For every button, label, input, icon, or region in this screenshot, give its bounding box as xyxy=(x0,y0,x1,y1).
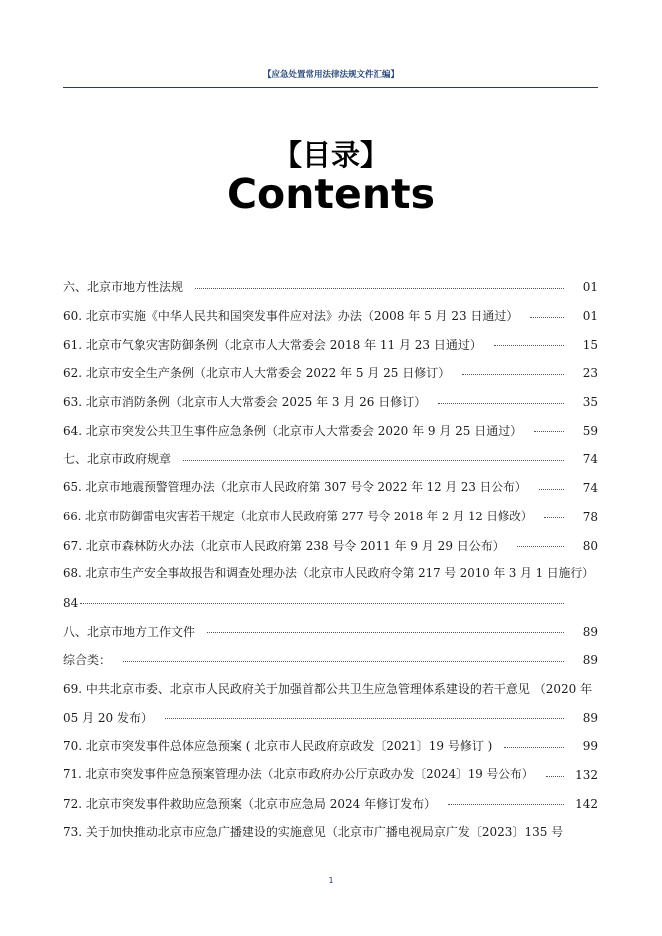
table-of-contents xyxy=(63,273,598,847)
toc-entry-page: 99 xyxy=(582,739,598,754)
toc-entry-text: 72. 北京市突发事件救助应急预案（北京市应急局 2024 年修订发布） xyxy=(63,796,437,811)
running-header: 【应急处置常用法律法规文件汇编】 xyxy=(262,70,399,80)
toc-entry-text: 七、北京市政府规章 xyxy=(63,452,172,467)
toc-entry-page: 89 xyxy=(582,653,598,668)
toc-entry-text: 68. 北京市生产安全事故报告和调查处理办法（北京市人民政府令第 217 号 2010 年 3 月 1 日施行） xyxy=(63,566,594,581)
toc-entry-text: 63. 北京市消防条例（北京市人大常委会 2025 年 3 月 26 日修订） xyxy=(63,395,427,410)
dot-leader xyxy=(183,460,564,461)
dot-leader xyxy=(462,374,564,375)
toc-entry-page: 35 xyxy=(582,395,598,410)
dot-leader xyxy=(494,345,564,346)
toc-entry-text: 60. 北京市实施《中华人民共和国突发事件应对法》办法（2008 年 5 月 23 日通过） xyxy=(63,309,519,324)
toc-entry[interactable] xyxy=(63,302,598,331)
toc-entry[interactable] xyxy=(63,330,598,359)
dot-leader xyxy=(504,747,564,748)
dot-leader xyxy=(207,632,564,633)
toc-entry[interactable] xyxy=(63,531,598,560)
toc-entry-text: 71. 北京市突发事件应急预案管理办法（北京市政府办公厅京政办发〔2024〕19 号公布） xyxy=(63,767,534,782)
contents-title-chinese: 【目录】 xyxy=(272,138,389,172)
dot-leader xyxy=(80,603,564,604)
toc-entry-text: 八、北京市地方工作文件 xyxy=(63,624,196,639)
toc-entry[interactable] xyxy=(63,388,598,417)
dot-leader xyxy=(534,431,564,432)
toc-entry-page: 01 xyxy=(582,309,598,324)
toc-entry-text: 61. 北京市气象灾害防御条例（北京市人大常委会 2018 年 11 月 23 日通过） xyxy=(63,337,482,352)
toc-entry-text: 70. 北京市突发事件总体应急预案 ( 北京市人民政府京政发〔2021〕19 号修订 ) xyxy=(63,739,493,754)
toc-entry[interactable] xyxy=(63,789,598,818)
toc-entry-text: 67. 北京市森林防火办法（北京市人民政府第 238 号令 2011 年 9 月 29 日公布） xyxy=(63,538,505,553)
toc-entry[interactable] xyxy=(63,646,598,675)
toc-entry-text: 66. 北京市防御雷电灾害若干规定（北京市人民政府第 277 号令 2018 年 2 月 12 日修改） xyxy=(63,509,533,524)
toc-entry-page: 74 xyxy=(582,481,598,496)
toc-entry-page: 80 xyxy=(582,538,598,553)
toc-entry[interactable] xyxy=(63,818,598,847)
header-divider xyxy=(63,87,598,88)
toc-entry[interactable] xyxy=(63,675,598,704)
toc-entry[interactable] xyxy=(63,617,598,646)
toc-entry[interactable] xyxy=(63,560,598,589)
dot-leader xyxy=(546,776,564,777)
toc-entry-page: 132 xyxy=(575,768,598,783)
toc-entry[interactable] xyxy=(63,359,598,388)
toc-entry[interactable] xyxy=(63,761,598,790)
toc-entry-text: 05 月 20 发布） xyxy=(63,710,153,725)
toc-entry[interactable] xyxy=(63,416,598,445)
dot-leader xyxy=(165,718,564,719)
toc-entry-page: 89 xyxy=(582,710,598,725)
toc-entry-page: 15 xyxy=(582,337,598,352)
toc-entry-text: 73. 关于加快推动北京市应急广播建设的实施意见（北京市广播电视局京广发〔2023〕135 号 xyxy=(63,825,564,840)
contents-title-english: Contents xyxy=(226,170,436,218)
dot-leader xyxy=(539,489,564,490)
toc-entry[interactable] xyxy=(63,503,598,532)
toc-entry-continuation[interactable] xyxy=(63,703,598,732)
toc-entry-continuation[interactable] xyxy=(63,589,598,618)
toc-entry[interactable] xyxy=(63,445,598,474)
page-number: 1 xyxy=(328,876,334,885)
toc-entry-page: 78 xyxy=(582,509,598,524)
toc-entry-text: 62. 北京市安全生产条例（北京市人大常委会 2022 年 5 月 25 日修订） xyxy=(63,366,451,381)
toc-entry-page: 01 xyxy=(582,280,598,295)
dot-leader xyxy=(517,546,564,547)
toc-entry-page: 89 xyxy=(582,624,598,639)
toc-entry-text: 69. 中共北京市委、北京市人民政府关于加强首都公共卫生应急管理体系建设的若干意见 （2020 年 xyxy=(63,681,593,696)
toc-entry-page: 74 xyxy=(582,452,598,467)
toc-entry-text: 64. 北京市突发公共卫生事件应急条例（北京市人大常委会 2020 年 9 月 25 日通过） xyxy=(63,423,523,438)
toc-entry-text: 六、北京市地方性法规 xyxy=(63,280,184,295)
toc-entry-page: 23 xyxy=(582,366,598,381)
dot-leader xyxy=(438,403,564,404)
toc-entry[interactable] xyxy=(63,732,598,761)
dot-leader xyxy=(123,661,564,662)
dot-leader xyxy=(544,517,564,518)
toc-entry-page: 59 xyxy=(582,423,598,438)
dot-leader xyxy=(195,288,564,289)
dot-leader xyxy=(448,804,564,805)
toc-entry[interactable] xyxy=(63,474,598,503)
dot-leader xyxy=(530,317,564,318)
toc-entry-page: 142 xyxy=(575,796,598,811)
toc-entry-text: 综合类： xyxy=(63,653,112,668)
toc-entry-text: 65. 北京市地震预警管理办法（北京市人民政府第 307 号令 2022 年 12 月 23 日公布） xyxy=(63,480,527,495)
toc-entry[interactable] xyxy=(63,273,598,302)
toc-entry-text: 84 xyxy=(63,595,79,610)
